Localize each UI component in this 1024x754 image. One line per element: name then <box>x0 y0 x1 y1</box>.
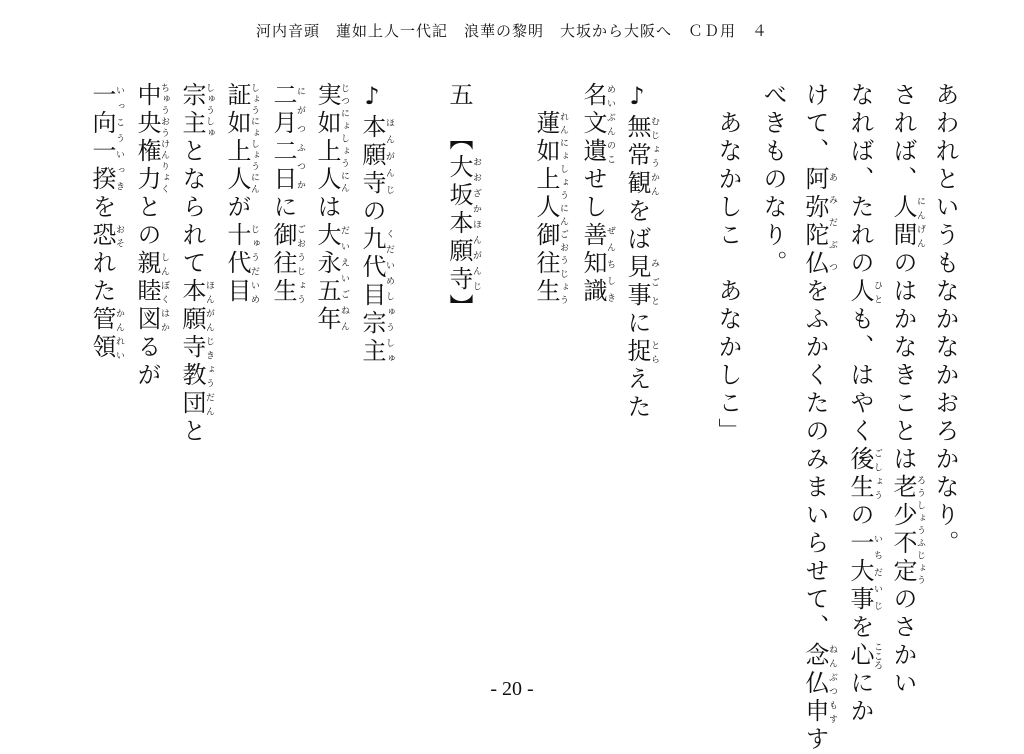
text-column: 実如上人じつにょしょうにんは大永五年だいえいごねん <box>313 82 349 334</box>
page-header: 河内音頭 蓮如上人一代記 浪華の黎明 大坂から大阪へ ＣＤ用 ４ <box>255 22 768 40</box>
text-column: なれば、たれの人ひとも、はやく後生ごしょうの一大事いちだいじを心こころにか <box>846 82 882 726</box>
text-column: 蓮如上人御往生れんにょしょうにんごおうじょう <box>532 110 568 306</box>
text-column: 一向一揆いっこういっきを恐おそれた管領かんれい <box>88 82 124 362</box>
text-column: 五 【大坂本願寺おおざかほんがんじ】 <box>445 82 481 322</box>
text-column: 名文遺めいぶんのこせし善知識ぜんちしき <box>579 82 615 306</box>
text-column: べきものなり。 <box>759 82 787 278</box>
text-column: 証如上人しょうにょしょうにんが十代目じゅうだいめ <box>223 82 259 306</box>
text-column: あなかしこ あなかしこ」 <box>714 82 742 446</box>
page-number: - 20 - <box>490 678 534 700</box>
text-column: けて、阿弥陀仏あみだぶつをふかくたのみまいらせて、念仏申ねんぶつもすす <box>801 82 837 754</box>
text-column: 中央権力ちゅうおうけんりょくとの親睦図しんぼくはかるが <box>133 82 169 390</box>
text-column: 二月二日にがつふつかに御往生ごおうじょう <box>269 82 305 306</box>
text-column: 宗主しゅうしゅとなられて本願寺教団ほんがんじきょうだんと <box>178 82 214 446</box>
text-column: ♪無常観むじょうかんをば見事みごとに捉とらえた <box>623 82 659 422</box>
text-column: されば、人間にんげんのはかなきことは老少不定ろうしょうふじょうのさかい <box>889 82 925 698</box>
text-column: ♪本願寺ほんがんじの九代目宗主くだいめしゅうしゅ <box>358 82 394 366</box>
text-column: あわれというもなかなかおろかなり。 <box>931 82 959 558</box>
